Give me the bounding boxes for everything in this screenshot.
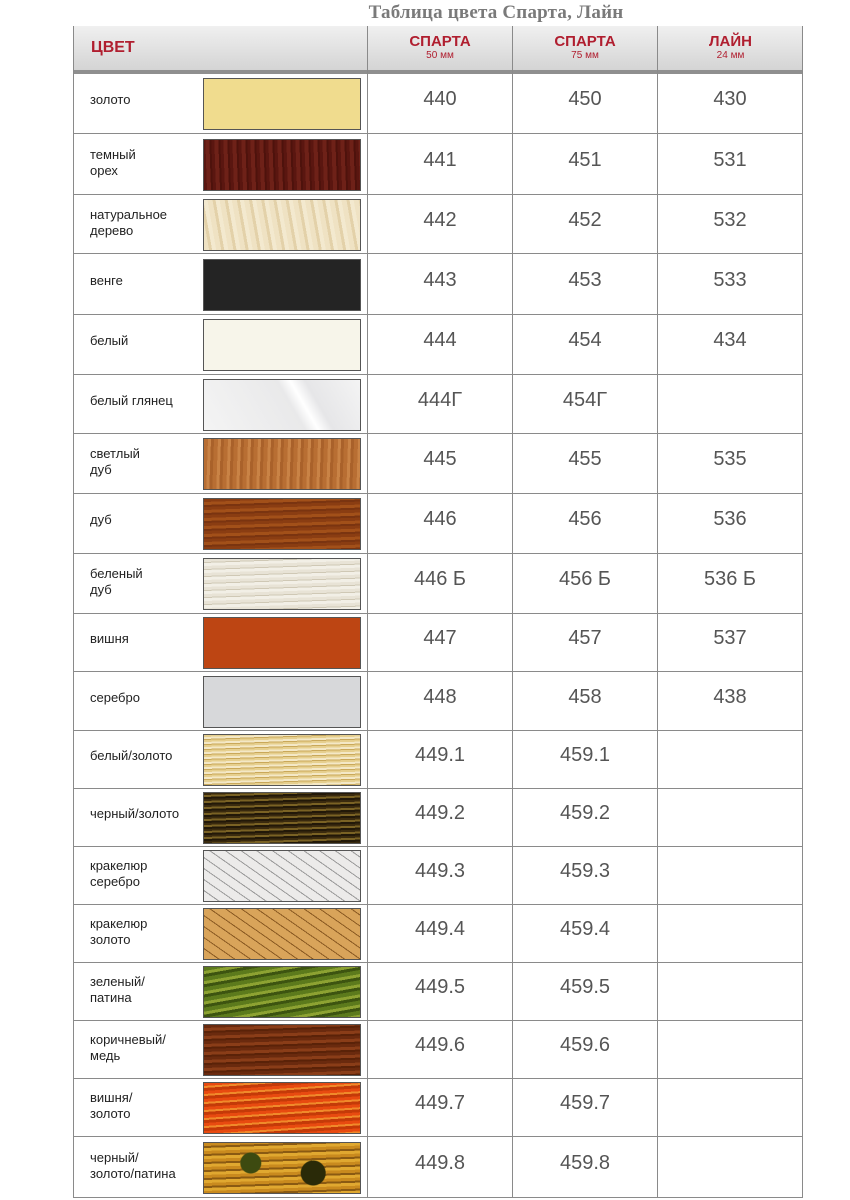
article-number-sparta-75: 459.3 (559, 860, 611, 882)
article-number-sparta-50: 447 (423, 627, 457, 649)
color-name (90, 631, 129, 647)
color-name (90, 1150, 176, 1182)
color-swatch (203, 617, 361, 669)
color-name (90, 273, 123, 289)
table-row (73, 1021, 803, 1079)
article-number-sparta-50: 445 (423, 448, 457, 470)
table-row (73, 847, 803, 905)
color-name-line1: вишня (90, 631, 129, 646)
article-number-sparta-50: 449.8 (414, 1152, 466, 1174)
color-name (90, 806, 179, 822)
article-number-line-24: 434 (713, 329, 747, 351)
color-swatch (203, 139, 361, 191)
article-number-line-24: 438 (713, 686, 747, 708)
table-row (73, 74, 803, 134)
color-swatch (203, 438, 361, 490)
color-name-line2: медь (90, 1048, 121, 1063)
article-number-sparta-50: 441 (423, 149, 457, 171)
color-swatch (203, 498, 361, 550)
color-name (90, 92, 130, 108)
article-number-sparta-75: 454 (568, 329, 602, 351)
color-swatch (203, 1142, 361, 1194)
header-line-24-name: ЛАЙН (709, 33, 752, 50)
article-number-sparta-50: 449.1 (414, 744, 466, 766)
color-name-line1: серебро (90, 690, 140, 705)
table-row (73, 254, 803, 315)
color-swatch (203, 966, 361, 1018)
table-row (73, 672, 803, 731)
article-number-sparta-75: 458 (568, 686, 602, 708)
article-number-line-24: 430 (713, 88, 747, 110)
article-number-sparta-75: 453 (568, 269, 602, 291)
color-name (90, 974, 145, 1006)
table-gridline (73, 26, 74, 1198)
color-swatch (203, 676, 361, 728)
color-name-line1: кракелюр (90, 916, 148, 931)
color-name-line1: белый/золото (90, 748, 173, 763)
color-name-line1: венге (90, 273, 123, 288)
color-name (90, 566, 143, 598)
article-number-sparta-75: 457 (568, 627, 602, 649)
color-swatch (203, 379, 361, 431)
article-number-sparta-75: 459.2 (559, 802, 611, 824)
article-number-sparta-75: 456 Б (558, 568, 612, 590)
article-number-sparta-75: 456 (568, 508, 602, 530)
article-number-sparta-75: 451 (568, 149, 602, 171)
header-sparta-50-name: СПАРТА (409, 33, 471, 50)
color-swatch (203, 259, 361, 311)
table-row (73, 963, 803, 1021)
table-gridline (657, 26, 658, 1198)
table-row (73, 905, 803, 963)
article-number-line-24: 535 (713, 448, 747, 470)
table-row (73, 554, 803, 614)
color-swatch (203, 78, 361, 130)
color-name-line1: кракелюр (90, 858, 148, 873)
color-table (73, 26, 803, 1198)
table-row (73, 315, 803, 375)
article-number-sparta-75: 459.7 (559, 1092, 611, 1114)
header-sparta-75 (513, 26, 657, 70)
color-name-line1: белый глянец (90, 393, 173, 408)
article-number-sparta-75: 459.4 (559, 918, 611, 940)
color-name-line2: серебро (90, 874, 140, 889)
article-number-sparta-50: 449.2 (414, 802, 466, 824)
color-swatch (203, 734, 361, 786)
article-number-sparta-50: 449.3 (414, 860, 466, 882)
article-number-line-24: 537 (713, 627, 747, 649)
table-row (73, 134, 803, 195)
color-name-line1: коричневый/ (90, 1032, 166, 1047)
color-name-line1: темный (90, 147, 136, 162)
color-name-line1: дуб (90, 512, 112, 527)
article-number-sparta-50: 442 (423, 209, 457, 231)
article-number-line-24: 531 (713, 149, 747, 171)
color-name (90, 748, 172, 764)
article-number-sparta-50: 446 (423, 508, 457, 530)
color-name-line2: патина (90, 990, 132, 1005)
article-number-sparta-50: 448 (423, 686, 457, 708)
color-name (90, 1090, 132, 1122)
page-title (0, 2, 850, 24)
color-name-line1: золото (90, 92, 131, 107)
color-name-line2: золото (90, 932, 131, 947)
color-name-line1: белый (90, 333, 129, 348)
color-name-line1: светлый (90, 446, 140, 461)
article-number-sparta-75: 459.1 (559, 744, 611, 766)
header-sparta-50-size: 50 мм (426, 50, 454, 61)
article-number-sparta-50: 444Г (417, 389, 463, 411)
color-name-line2: дуб (90, 462, 112, 477)
color-name (90, 916, 147, 948)
page-title-text: Таблица цвета Спарта, Лайн (368, 2, 624, 23)
color-swatch (203, 558, 361, 610)
color-swatch (203, 1024, 361, 1076)
table-row (73, 494, 803, 554)
article-number-sparta-75: 450 (568, 88, 602, 110)
article-number-sparta-50: 449.6 (414, 1034, 466, 1056)
article-number-sparta-50: 444 (423, 329, 457, 351)
table-row (73, 614, 803, 672)
color-name-line1: беленый (90, 566, 143, 581)
color-name (90, 147, 136, 179)
article-number-sparta-75: 459.5 (559, 976, 611, 998)
color-name-line2: золото/патина (90, 1166, 176, 1181)
article-number-sparta-50: 440 (423, 88, 457, 110)
color-name-line1: черный/ (90, 1150, 139, 1165)
color-swatch (203, 792, 361, 844)
color-name-line2: золото (90, 1106, 131, 1121)
color-name-line1: вишня/ (90, 1090, 133, 1105)
article-number-sparta-50: 449.5 (414, 976, 466, 998)
table-gridline (367, 26, 368, 1198)
table-row (73, 434, 803, 494)
color-name (90, 207, 167, 239)
color-swatch (203, 908, 361, 960)
color-swatch (203, 319, 361, 371)
color-swatch (203, 850, 361, 902)
color-name (90, 446, 140, 478)
header-sparta-75-size: 75 мм (571, 50, 599, 61)
article-number-line-24: 533 (713, 269, 747, 291)
table-header (73, 26, 803, 74)
article-number-sparta-75: 459.8 (559, 1152, 611, 1174)
article-number-sparta-75: 454Г (562, 389, 608, 411)
header-line-24-size: 24 мм (716, 50, 745, 61)
table-row (73, 1079, 803, 1137)
header-line-24 (658, 26, 803, 70)
article-number-sparta-50: 449.7 (414, 1092, 466, 1114)
color-swatch (203, 1082, 361, 1134)
color-name-line1: натуральное (90, 207, 168, 222)
color-swatch (203, 199, 361, 251)
article-number-line-24: 536 (713, 508, 747, 530)
color-name-line2: дуб (90, 582, 112, 597)
header-sparta-50 (368, 26, 512, 70)
table-gridline (512, 26, 513, 1198)
color-name (90, 333, 128, 349)
color-name (90, 858, 147, 890)
table-row (73, 375, 803, 434)
article-number-line-24: 536 Б (703, 568, 757, 590)
table-gridline (802, 26, 803, 1198)
article-number-sparta-75: 455 (568, 448, 602, 470)
color-name (90, 393, 173, 409)
color-name (90, 690, 140, 706)
table-row (73, 731, 803, 789)
color-name-line1: черный/золото (90, 806, 180, 821)
color-name-line2: орех (90, 163, 118, 178)
color-name-line2: дерево (90, 223, 134, 238)
article-number-sparta-50: 443 (423, 269, 457, 291)
color-name-line1: зеленый/ (90, 974, 145, 989)
table-row (73, 789, 803, 847)
header-sparta-75-name: СПАРТА (554, 33, 616, 50)
table-row (73, 195, 803, 254)
article-number-sparta-75: 459.6 (559, 1034, 611, 1056)
color-name (90, 512, 112, 528)
article-number-sparta-75: 452 (568, 209, 602, 231)
header-color: ЦВЕТ (91, 39, 135, 56)
article-number-sparta-50: 446 Б (413, 568, 467, 590)
article-number-sparta-50: 449.4 (414, 918, 466, 940)
color-name (90, 1032, 166, 1064)
article-number-line-24: 532 (713, 209, 747, 231)
table-row (73, 1137, 803, 1198)
